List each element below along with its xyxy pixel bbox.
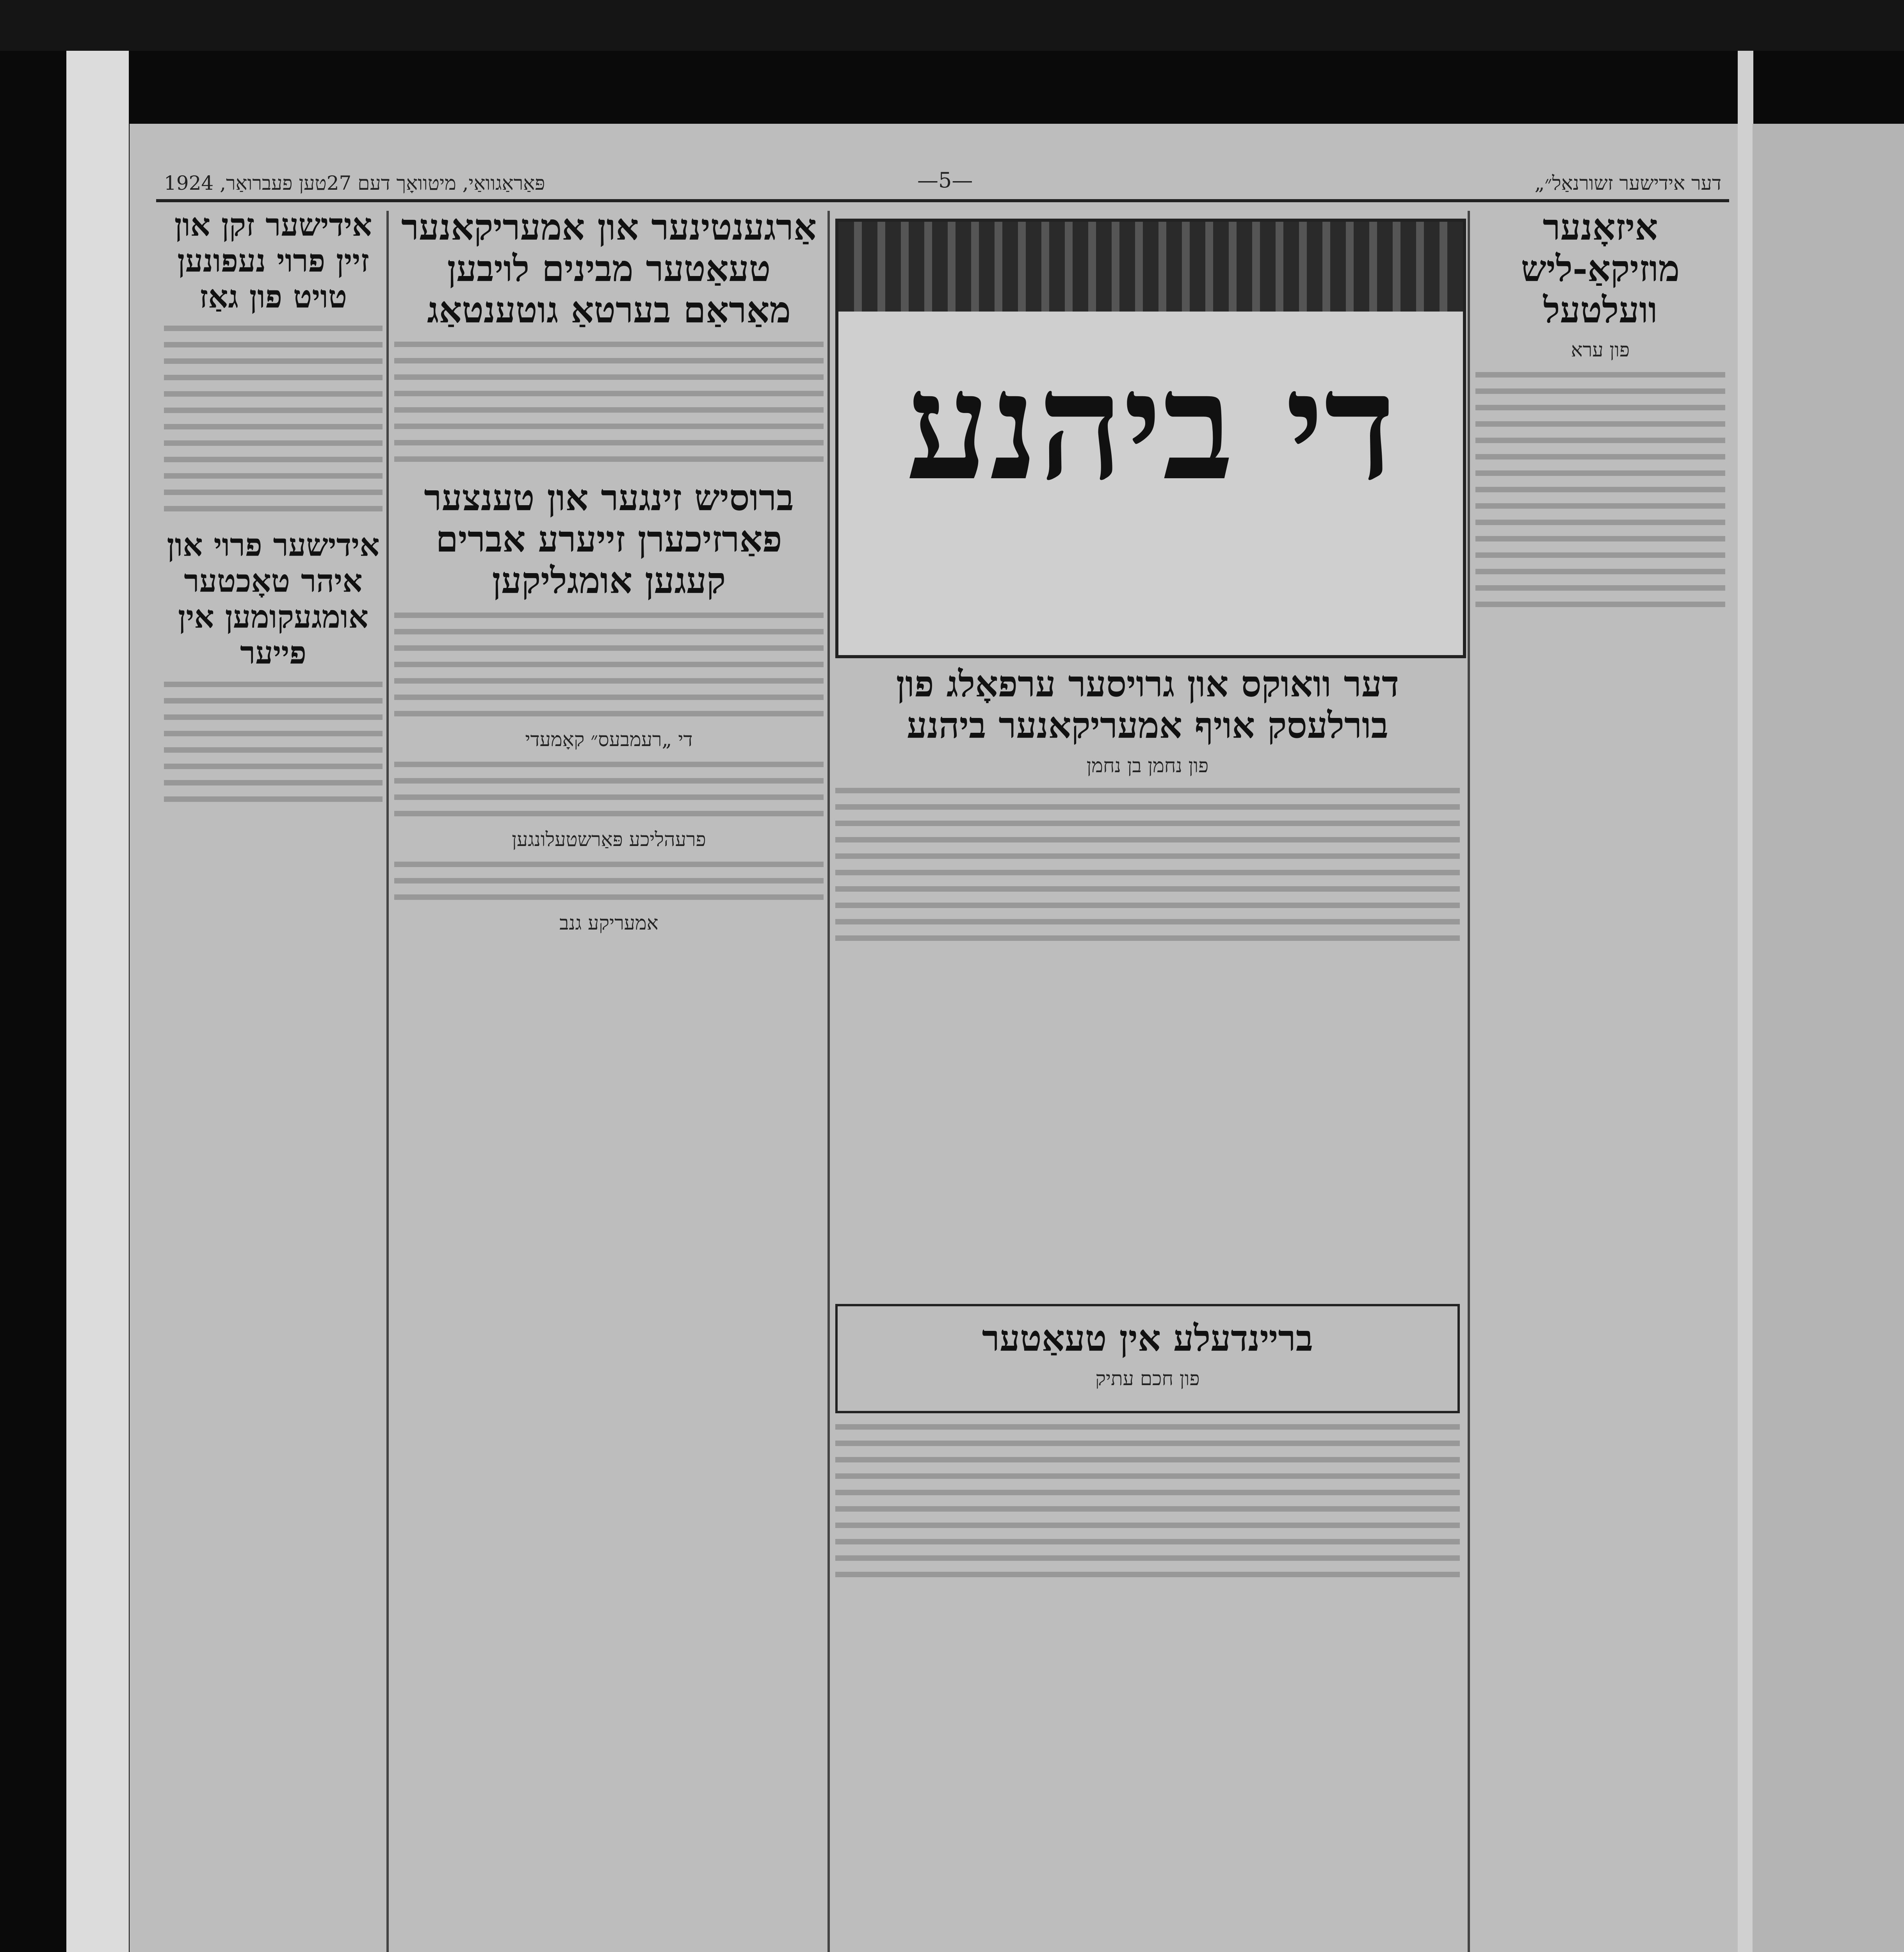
film-top-edge xyxy=(0,0,1904,51)
article-body xyxy=(164,326,383,511)
article-box xyxy=(835,1304,1460,1413)
column-right xyxy=(1475,207,1725,1952)
column-center-left xyxy=(394,207,824,1952)
header-date: פּאַראַגוואַי, מיטוואָך דעם 27טען פעברואַר, 1924 xyxy=(164,172,545,194)
film-left-strip xyxy=(66,51,129,1952)
article-body xyxy=(394,342,824,462)
column-divider xyxy=(1468,211,1470,1952)
article-body xyxy=(835,788,1460,941)
adjacent-page-edge xyxy=(1753,124,1904,1952)
article-byline: פון ערא xyxy=(1571,338,1630,362)
theatre-section-banner xyxy=(835,219,1466,658)
article-byline: פון נחמן בן נחמן xyxy=(1086,754,1209,777)
page-header xyxy=(156,156,1729,202)
article-body-2 xyxy=(394,613,824,716)
masthead-name: „דער אידישער זשורנאַל״ xyxy=(1534,172,1721,194)
article-title-2: ברוסיש זינגער און טענצער פאַרזיכערן זייערע אברים קעגען אומגליקען xyxy=(424,477,794,602)
article-title: דער וואוקס און גרויסער ערפאָלג פון בורלעסק אויף אמעריקאנער ביהנע xyxy=(896,663,1399,746)
section-heading-2: פרעהליכע פּאַרשטעלונגען xyxy=(512,828,706,851)
article-title: אַרגענטינער און אמעריקאנער טעאַטער מבינים לויבען מאַראַם בערטאַ גוטענטאַג xyxy=(401,206,817,331)
column-divider xyxy=(386,211,389,1952)
curtain-illustration xyxy=(838,222,1463,312)
section-heading-3: אמעריקע גנב xyxy=(559,911,658,934)
banner-title: די ביהנע xyxy=(906,339,1396,513)
section-heading: די „רעמבעס״ קאָמעדי xyxy=(525,728,693,751)
page-number: —5— xyxy=(917,168,973,192)
article-title: אידישער זקן און זיין פרוי נעפונען טויט פון גאַז xyxy=(174,207,372,315)
film-gap-strip xyxy=(1738,51,1753,1952)
column-divider xyxy=(827,211,830,1952)
article-byline: פון חכם עתיק xyxy=(1095,1367,1200,1390)
article-body xyxy=(1475,372,1725,607)
article-body xyxy=(835,1424,1460,1577)
article-body-2 xyxy=(164,682,383,802)
column-left xyxy=(164,207,383,1952)
mid-section xyxy=(835,1288,1460,1952)
article-title-2: אידישער פרוי און איהר טאָכטער אומגעקומען אין פייער xyxy=(167,527,380,671)
article-title: ברײנדעלע אין טעאַטער xyxy=(982,1317,1313,1359)
article-title: איזאָנער מוזיקאַ-ליש וועלטעל xyxy=(1521,206,1680,331)
